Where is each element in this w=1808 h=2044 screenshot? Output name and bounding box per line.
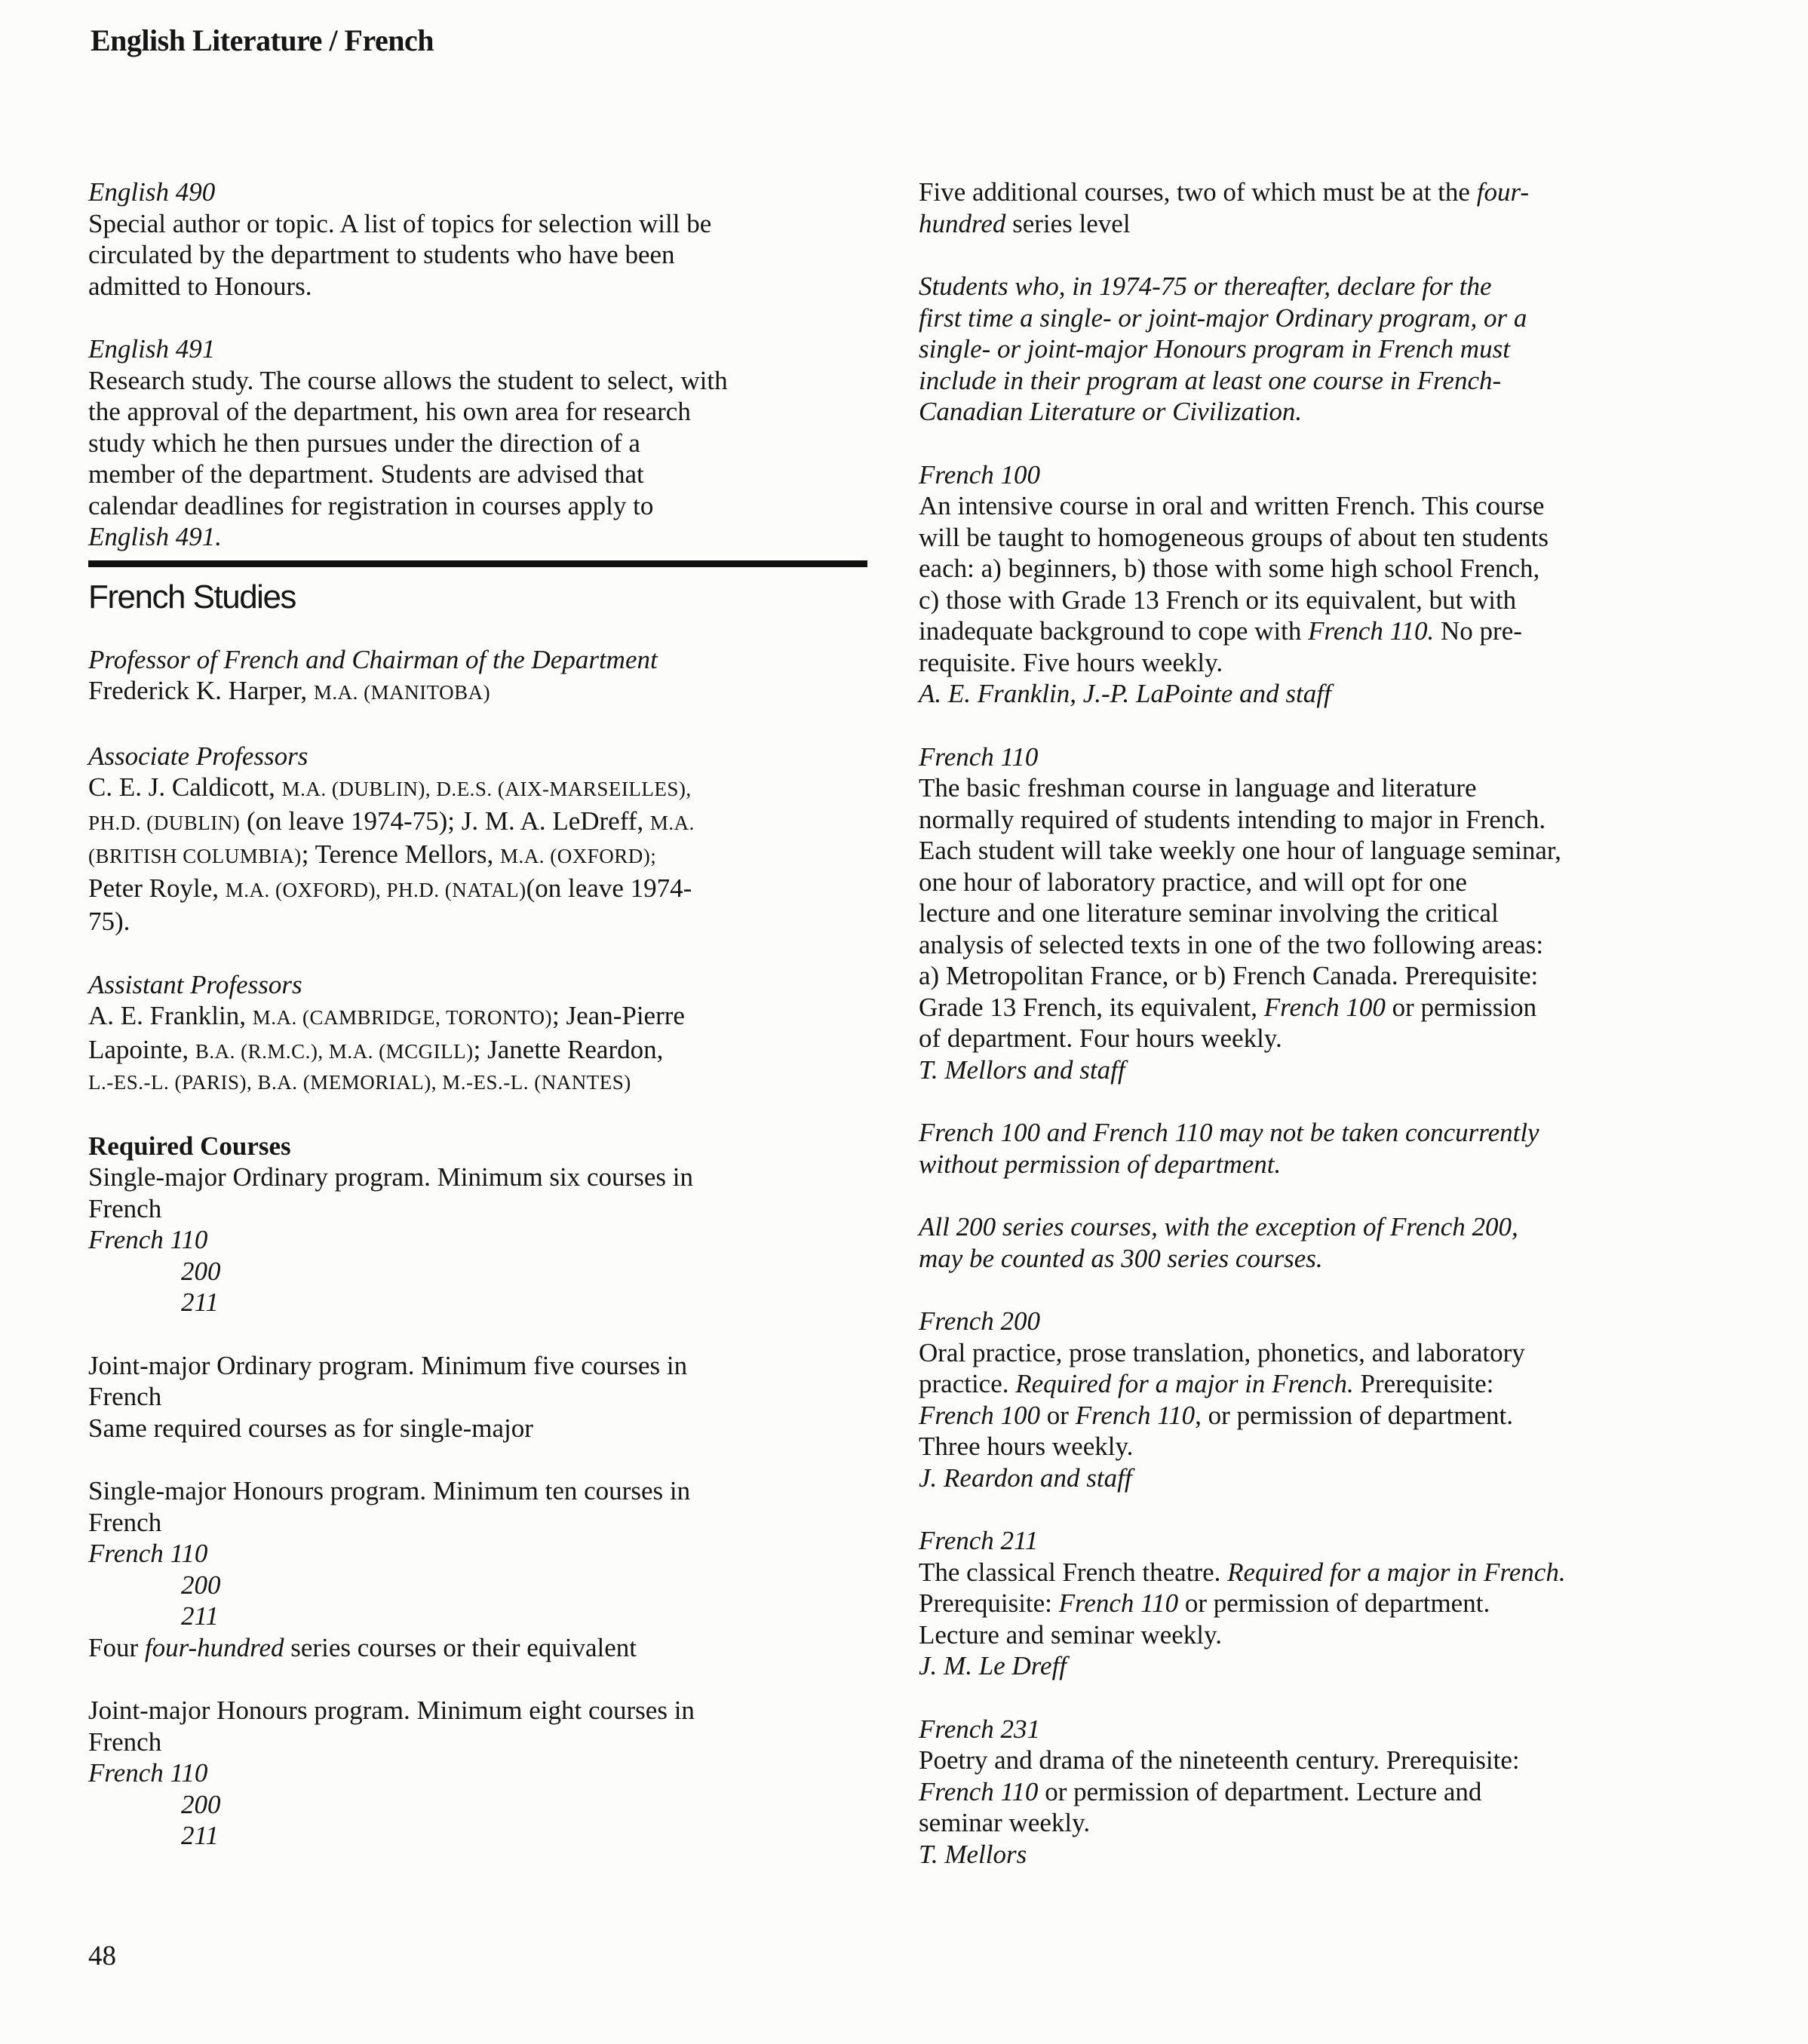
faculty-degrees: M.A. — [649, 811, 695, 834]
course-french-231 — [919, 1714, 1681, 1871]
program-line — [919, 176, 1681, 208]
required-courses-single-ordinary — [88, 1131, 873, 1318]
faculty-heading: Associate Professors — [88, 741, 308, 771]
course-text: French 110 — [1058, 1588, 1179, 1618]
course-description-line: c) those with Grade 13 French or its equivalent, but with — [919, 585, 1517, 615]
note-line: Students who, in 1974-75 or thereafter, declare for the — [919, 272, 1492, 301]
running-head: English Literature / French — [91, 23, 434, 57]
course-code: 200 — [181, 1789, 221, 1819]
faculty-degrees: M.A. (CAMBRIDGE, TORONTO) — [252, 1006, 553, 1029]
course-code: 211 — [181, 1821, 219, 1850]
course-description-line — [919, 1400, 1681, 1432]
course-text: Prerequisite: — [1353, 1369, 1494, 1398]
course-title: French 231 — [919, 1714, 1041, 1744]
course-description-line: member of the department. Students are advised that — [88, 459, 644, 489]
faculty-degrees: M.A. (MANITOBA) — [313, 681, 491, 704]
faculty-line: 75). — [88, 907, 130, 936]
course-description-line: Three hours weekly. — [919, 1432, 1134, 1461]
note-line: may be counted as 300 series courses. — [919, 1243, 1323, 1273]
course-text: French 100 — [919, 1400, 1041, 1430]
course-code: 211 — [181, 1287, 219, 1317]
course-text: practice. — [919, 1369, 1016, 1398]
faculty-degrees: L.-ES.-L. (PARIS), B.A. (MEMORIAL), M.-ES.-L. (NANTES) — [88, 1071, 631, 1094]
program-line: Single-major Ordinary program. Minimum six courses in — [88, 1162, 693, 1192]
program-line — [919, 208, 1681, 240]
course-text: No pre- — [1434, 616, 1522, 646]
course-code: 200 — [181, 1570, 221, 1600]
course-description-line: analysis of selected texts in one of the two following areas: — [919, 929, 1544, 959]
course-staff: J. M. Le Dreff — [919, 1651, 1067, 1680]
chairman-entry — [88, 644, 873, 709]
program-line: French — [88, 1193, 162, 1223]
course-text: The classical French theatre. — [919, 1557, 1228, 1587]
program-line: Joint-major Honours program. Minimum eight courses in — [88, 1696, 695, 1725]
course-description-line: admitted to Honours. — [88, 271, 312, 301]
associate-professors — [88, 741, 873, 938]
faculty-text: ; Janette Reardon, — [473, 1034, 664, 1064]
course-text: or permission of department. — [1201, 1400, 1513, 1430]
course-description-line — [919, 1368, 1681, 1400]
course-code: French 110 — [88, 1225, 208, 1254]
course-description-line — [919, 1588, 1681, 1619]
program-line: Joint-major Ordinary program. Minimum five courses in — [88, 1350, 688, 1380]
course-description-line: An intensive course in oral and written French. This course — [919, 491, 1545, 520]
note-line: first time a single- or joint-major Ordinary program, or a — [919, 302, 1527, 333]
assistant-professors — [88, 969, 873, 1099]
course-description-line: The basic freshman course in language and literature — [919, 773, 1477, 803]
faculty-degrees: M.A. (DUBLIN), D.E.S. (AIX-MARSEILLES), — [281, 778, 692, 800]
faculty-text: (on leave 1974-75); J. M. A. LeDreff, — [240, 806, 650, 836]
course-text: inadequate background to cope with — [919, 616, 1309, 646]
course-description-line: Each student will take weekly one hour of language seminar, — [919, 836, 1561, 865]
course-description-line: calendar deadlines for registration in courses apply to — [88, 490, 654, 520]
course-text: or permission of department. Lecture and — [1038, 1776, 1482, 1806]
course-title: English 490 — [88, 177, 216, 207]
faculty-line — [88, 1000, 873, 1034]
faculty-degrees: M.A. (OXFORD), PH.D. (NATAL) — [225, 878, 526, 901]
course-text: French 110 — [919, 1776, 1039, 1806]
program-text: hundred — [919, 208, 1006, 238]
course-french-110 — [919, 741, 1681, 1086]
program-line — [88, 1632, 873, 1664]
course-description-line: each: a) beginners, b) those with some high school French, — [919, 554, 1540, 583]
course-staff: T. Mellors and staff — [919, 1054, 1125, 1085]
program-text: Five additional courses, two of which must be at the — [919, 177, 1477, 207]
faculty-heading: Professor of French and Chairman of the Department — [88, 644, 658, 674]
faculty-line — [88, 1034, 873, 1068]
section-title: French Studies — [88, 578, 296, 615]
course-description-line — [919, 992, 1681, 1024]
note-concurrent — [919, 1117, 1681, 1180]
course-description-line: one hour of laboratory practice, and will opt for one — [919, 867, 1467, 897]
course-description-line: lecture and one literature seminar involving the critical — [919, 898, 1499, 928]
faculty-text: ; Terence Mellors, — [301, 839, 500, 869]
additional-courses — [919, 176, 1681, 239]
course-text: or permission — [1385, 992, 1537, 1022]
faculty-name: Lapointe, — [88, 1034, 195, 1064]
course-description-line: a) Metropolitan France, or b) French Canada. Prerequisite: — [919, 961, 1539, 990]
course-description-line: study which he then pursues under the direction of a — [88, 428, 640, 458]
course-description-line: the approval of the department, his own area for research — [88, 397, 691, 426]
faculty-name: A. E. Franklin, — [88, 1001, 253, 1030]
course-french-211 — [919, 1525, 1681, 1682]
course-description-line: requisite. Five hours weekly. — [919, 647, 1223, 677]
course-title: French 110 — [919, 741, 1039, 772]
required-courses-heading: Required Courses — [88, 1131, 291, 1161]
course-text: French 110, — [1075, 1400, 1202, 1430]
note-line: single- or joint-major Honours program in French must — [919, 334, 1510, 364]
course-description-line: will be taught to homogeneous groups of about ten students — [919, 522, 1549, 552]
course-title: French 200 — [919, 1306, 1041, 1336]
course-description-line: Lecture and seminar weekly. — [919, 1619, 1222, 1650]
faculty-line — [88, 839, 873, 873]
course-title: English 491 — [88, 334, 216, 364]
program-text: Four — [88, 1632, 145, 1662]
faculty-text: ; Jean-Pierre — [552, 1001, 685, 1030]
faculty-heading: Assistant Professors — [88, 969, 302, 999]
required-courses-joint-honours — [88, 1695, 873, 1852]
course-staff: T. Mellors — [919, 1839, 1027, 1869]
course-code: French 110 — [88, 1539, 208, 1568]
required-courses-joint-ordinary — [88, 1350, 873, 1444]
course-code: 200 — [181, 1256, 221, 1286]
course-text: or — [1040, 1400, 1076, 1430]
course-title: French 100 — [919, 459, 1041, 490]
course-code: 211 — [181, 1601, 219, 1631]
course-text: Grade 13 French, its equivalent, — [919, 992, 1264, 1022]
note-line: French 100 and French 110 may not be taken concurrently — [919, 1118, 1539, 1147]
program-text: series level — [1005, 208, 1131, 238]
program-line: French — [88, 1382, 162, 1411]
program-line: French — [88, 1507, 162, 1537]
course-english-491 — [88, 333, 873, 553]
program-line: Same required courses as for single-major — [88, 1413, 533, 1443]
course-french-200 — [919, 1306, 1681, 1493]
section-rule — [88, 560, 867, 567]
course-text: French 100 — [1263, 992, 1386, 1022]
course-description-line: Oral practice, prose translation, phonetics, and laboratory — [919, 1337, 1525, 1367]
course-description-line: Poetry and drama of the nineteenth century. Prerequisite: — [919, 1745, 1520, 1775]
course-text: French 110. — [1308, 616, 1435, 646]
faculty-name: Frederick K. Harper, — [88, 676, 314, 705]
faculty-line — [88, 772, 873, 806]
course-code: French 110 — [88, 1758, 208, 1788]
program-text: four- — [1476, 177, 1530, 207]
left-column — [88, 176, 873, 1852]
faculty-degrees: PH.D. (DUBLIN) — [88, 811, 241, 834]
note-line: include in their program at least one course in French- — [919, 365, 1502, 395]
program-line: French — [88, 1726, 162, 1757]
note-line: without permission of department. — [919, 1149, 1282, 1179]
faculty-degrees: M.A. (OXFORD); — [499, 845, 657, 867]
course-staff: A. E. Franklin, J.-P. LaPointe and staff — [919, 679, 1331, 708]
faculty-name: Peter Royle, — [88, 873, 226, 903]
course-english-490 — [88, 176, 873, 302]
faculty-line — [88, 873, 873, 907]
faculty-line — [88, 675, 873, 709]
course-description-line: normally required of students intending to major in French. — [919, 804, 1546, 834]
course-description-line: of department. Four hours weekly. — [919, 1024, 1282, 1053]
course-description-line — [919, 1776, 1681, 1808]
course-description-line: circulated by the department to students who have been — [88, 240, 675, 269]
course-staff: J. Reardon and staff — [919, 1462, 1132, 1493]
program-text: series courses or their equivalent — [284, 1632, 637, 1662]
faculty-text: (on leave 1974- — [526, 873, 692, 903]
faculty-degrees: B.A. (R.M.C.), M.A. (MCGILL) — [195, 1039, 474, 1063]
course-text: Prerequisite: — [919, 1588, 1059, 1618]
course-title: French 211 — [919, 1526, 1039, 1555]
faculty-name: C. E. J. Caldicott, — [88, 772, 282, 802]
faculty-degrees: (BRITISH COLUMBIA) — [88, 845, 302, 867]
course-description-line: English 491. — [88, 522, 222, 551]
page-number: 48 — [88, 1941, 116, 1972]
course-description-line — [919, 1557, 1681, 1588]
note-line: All 200 series courses, with the exception of French 200, — [919, 1212, 1518, 1241]
course-text: Required for a major in French. — [1227, 1557, 1566, 1587]
course-description-line: seminar weekly. — [919, 1808, 1091, 1837]
course-text: or permission of department. — [1178, 1588, 1490, 1618]
right-column — [919, 176, 1681, 1870]
course-description-line: Special author or topic. A list of topics for selection will be — [88, 208, 712, 238]
course-text: Required for a major in French. — [1015, 1369, 1354, 1398]
required-courses-single-honours — [88, 1475, 873, 1663]
note-line: Canadian Literature or Civilization. — [919, 397, 1303, 426]
note-200-series — [919, 1211, 1681, 1274]
course-description-line: Research study. The course allows the student to select, with — [88, 365, 728, 395]
faculty-line — [88, 806, 873, 839]
note-1974-75 — [919, 271, 1681, 428]
course-description-line — [919, 615, 1681, 647]
course-french-100 — [919, 459, 1681, 710]
program-line: Single-major Honours program. Minimum ten courses in — [88, 1476, 691, 1505]
program-text: four-hundred — [144, 1632, 284, 1662]
